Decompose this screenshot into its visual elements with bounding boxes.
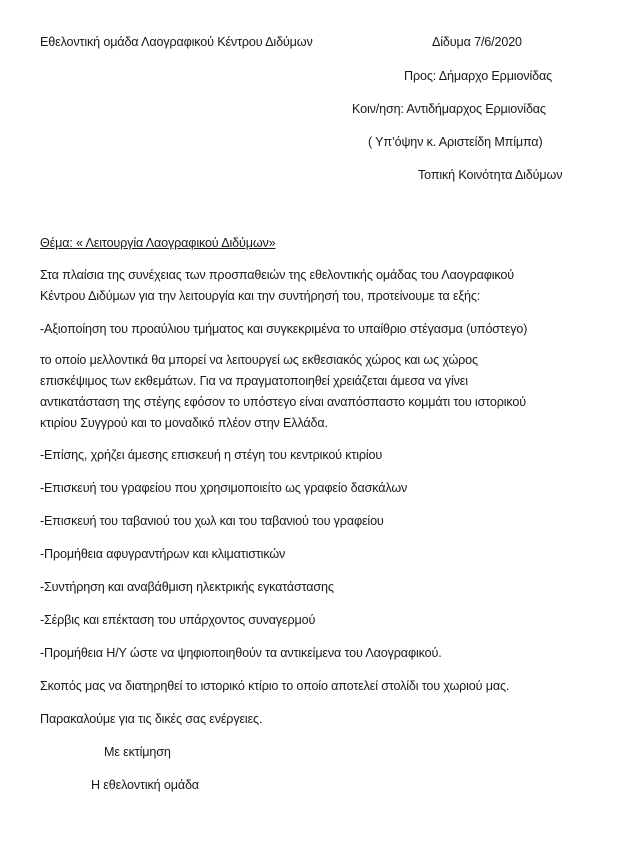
detail-line: κτιρίου Συγγρού και το μοναδικό πλέον στην Ελλάδα.: [40, 416, 328, 430]
closing-line: Με εκτίμηση: [104, 745, 171, 759]
recipient-attention: ( Υπ’όψην κ. Αριστείδη Μπίμπα): [368, 135, 543, 149]
request-line: Παρακαλούμε για τις δικές σας ενέργειες.: [40, 712, 263, 726]
list-item: -Σέρβις και επέκταση του υπάρχοντος συναγερμού: [40, 613, 316, 627]
detail-line: το οποίο μελλοντικά θα μπορεί να λειτουργεί ως εκθεσιακός χώρος και ως χώρος: [40, 353, 478, 367]
subject-line: Θέμα: « Λειτουργία Λαογραφικού Διδύμων»: [40, 236, 276, 250]
list-item: -Επισκευή του ταβανιού του χωλ και του ταβανιού του γραφείου: [40, 514, 384, 528]
sender-line: Εθελοντική ομάδα Λαογραφικού Κέντρου Διδύμων: [40, 35, 313, 49]
recipient-community: Τοπική Κοινότητα Διδύμων: [418, 168, 563, 182]
purpose-line: Σκοπός μας να διατηρηθεί το ιστορικό κτίριο το οποίο αποτελεί στολίδι του χωριού μας.: [40, 679, 510, 693]
list-item: -Προμήθεια αφυγραντήρων και κλιματιστικών: [40, 547, 286, 561]
list-item: -Συντήρηση και αναβάθμιση ηλεκτρικής εγκατάστασης: [40, 580, 334, 594]
recipient-to: Προς: Δήμαρχο Ερμιονίδας: [404, 69, 553, 83]
intro-line-2: Κέντρου Διδύμων για την λειτουργία και την συντήρησή του, προτείνουμε τα εξής:: [40, 289, 481, 303]
list-item: -Επισκευή του γραφείου που χρησιμοποιείτο ως γραφείο δασκάλων: [40, 481, 408, 495]
recipient-cc: Κοιν/ηση: Αντιδήμαρχος Ερμιονίδας: [352, 102, 546, 116]
signature-line: Η εθελοντική ομάδα: [91, 778, 199, 792]
detail-line: αντικατάσταση της στέγης εφόσον το υπόστεγο είναι αναπόσπαστο κομμάτι του ιστορικού: [40, 395, 526, 409]
place-date: Δίδυμα 7/6/2020: [432, 35, 522, 49]
list-item: -Προμήθεια Η/Υ ώστε να ψηφιοποιηθούν τα αντικείμενα του Λαογραφικού.: [40, 646, 442, 660]
list-item: -Επίσης, χρήζει άμεσης επισκευή η στέγη του κεντρικού κτιρίου: [40, 448, 383, 462]
first-item: -Αξιοποίηση του προαύλιου τμήματος και συγκεκριμένα το υπαίθριο στέγασμα (υπόστεγο): [40, 322, 528, 336]
intro-line-1: Στα πλαίσια της συνέχειας των προσπαθειών της εθελοντικής ομάδας του Λαογραφικού: [40, 268, 515, 282]
detail-line: επισκέψιμος των εκθεμάτων. Για να πραγματοποιηθεί χρειάζεται άμεσα να γίνει: [40, 374, 468, 388]
